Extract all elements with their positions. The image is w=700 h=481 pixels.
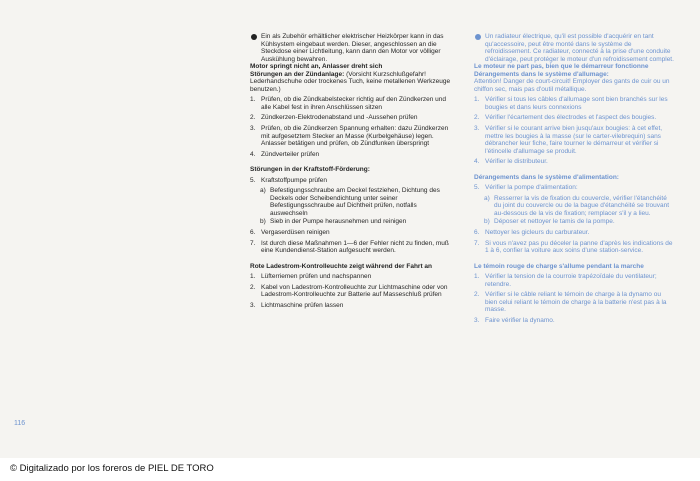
french-ignition-title: Dérangements dans le système d'allumage: <box>474 70 609 78</box>
sub-list-item <box>474 218 674 226</box>
item-number: 1. <box>474 273 480 281</box>
list-item <box>250 229 456 237</box>
french-charge-list <box>474 273 674 324</box>
item-text: Si vous n'avez pas pu déceler la panne d'après les indications de 1 à 6, confier la voiture aux soins d'une station-service. <box>485 239 673 255</box>
german-column <box>250 33 456 312</box>
sub-list-item <box>250 218 456 226</box>
item-number: 5. <box>250 176 256 184</box>
list-item <box>474 273 674 288</box>
list-item <box>474 125 674 155</box>
sub-list-item <box>474 195 674 218</box>
bullet-dot-icon <box>475 34 481 40</box>
item-text: Kraftstoffpumpe prüfen <box>261 176 328 184</box>
list-item <box>474 158 674 166</box>
german-ignition-title <box>250 71 456 94</box>
list-item <box>250 302 456 310</box>
item-number: 2. <box>474 114 480 122</box>
item-text: Kabel von Ladestrom-Kontrolleuchte zur Lichtmaschine oder von Ladestrom-Kontrolleuchte zur Batterie auf Masseschluß prüfen <box>261 283 448 299</box>
german-charge-list <box>250 273 456 309</box>
list-item <box>474 291 674 314</box>
list-item <box>250 151 456 159</box>
item-number: 1. <box>250 273 256 281</box>
item-number: 5. <box>474 184 480 192</box>
sub-list-item <box>250 187 456 217</box>
list-item <box>474 240 674 255</box>
german-ignition-list <box>250 96 456 158</box>
item-letter: a) <box>484 194 490 202</box>
list-item <box>250 96 456 111</box>
french-ignition-list <box>474 96 674 165</box>
french-charge-lamp-title: Le témoin rouge de charge s'allume pendant la marche <box>474 262 644 270</box>
item-text: Sieb in der Pumpe herausnehmen und reinigen <box>270 218 407 226</box>
list-item <box>250 125 456 148</box>
french-intro <box>474 33 674 63</box>
list-item <box>474 317 674 325</box>
german-fuel-title: Störungen in der Kraftstoff-Förderung: <box>250 166 370 174</box>
french-ignition-note: Attention! Danger de court-circuit! Employer des gants de cuir ou un chiffon sec, mais pas d'outil métallique. <box>474 78 670 93</box>
item-text: Vérifier la tension de la courroie trapézoïdale du ventilateur; retendre. <box>485 273 657 288</box>
page-number: 116 <box>14 420 26 427</box>
item-number: 4. <box>474 158 480 166</box>
item-number: 6. <box>474 229 480 237</box>
french-section-engine-title: Le moteur ne part pas, bien que le démarreur fonctionne <box>474 63 649 71</box>
item-number: 3. <box>474 125 480 133</box>
german-intro <box>250 33 456 63</box>
bullet-dot-icon <box>251 34 257 40</box>
german-section-engine-title: Motor springt nicht an, Anlasser dreht sich <box>250 63 383 71</box>
german-charge-lamp-title: Rote Ladestrom-Kontrolleuchte zeigt während der Fahrt an <box>250 262 433 270</box>
german-ignition-heading: Störungen an der Zündanlage: <box>250 70 345 78</box>
item-text: Zündkerzen-Elektrodenabstand und -Aussehen prüfen <box>261 114 418 122</box>
item-text: Lüfterriemen prüfen und nachspannen <box>261 273 372 281</box>
item-number: 6. <box>250 229 256 237</box>
item-text: Ist durch diese Maßnahmen 1—6 der Fehler nicht zu finden, muß eine Kundendienst-Station aufgesucht werden. <box>261 239 449 255</box>
item-number: 1. <box>474 96 480 104</box>
item-text: Lichtmaschine prüfen lassen <box>261 301 344 309</box>
list-item <box>250 273 456 281</box>
french-intro-text: Un radiateur électrique, qu'il est possible d'acquérir en tant qu'accessoire, peut être monté dans le système de refroidissement. Ce radiateur, connecté à la prise d'une conduite d'éclairage, peut protéger le moteur d'un refroidissement complet. <box>485 33 674 63</box>
item-text: Vérifier si le câble reliant le témoin de charge à la dynamo ou bien celui reliant le témoin de charge à la batterie n'est pas à la masse. <box>485 291 667 314</box>
item-text: Nettoyer les gicleurs du carburateur. <box>485 229 590 237</box>
item-number: 3. <box>250 301 256 309</box>
item-number: 2. <box>474 291 480 299</box>
item-text: Vérifier la pompe d'alimentation: <box>485 184 578 192</box>
item-text: Vergaserdüsen reinigen <box>261 229 330 237</box>
french-fuel-list <box>474 184 674 254</box>
item-text: Befestigungsschraube am Deckel festziehen, Dichtung des Deckels oder Scheibendichtung unter seiner Befestigungsschraube auf Dichtheit prüfen, notfalls auswechseln <box>270 187 440 217</box>
item-text: Faire vérifier la dynamo. <box>485 316 555 324</box>
item-text: Vérifier le distributeur. <box>485 158 548 166</box>
french-fuel-title: Dérangements dans le système d'alimentation: <box>474 173 619 181</box>
list-item <box>474 96 674 111</box>
item-letter: a) <box>260 187 266 195</box>
list-item <box>474 229 674 237</box>
item-number: 4. <box>250 150 256 158</box>
german-fuel-list <box>250 177 456 255</box>
list-item <box>250 240 456 255</box>
list-item <box>250 177 456 185</box>
list-item <box>474 114 674 122</box>
list-item <box>250 284 456 299</box>
german-intro-text: Ein als Zubehör erhältlicher elektrischer Heizkörper kann in das Kühlsystem eingebaut werden. Dieser, angeschlossen an die Steckdose einer Lichtleitung, kann dann den Motor vor völliger Auskühlung bewahren. <box>261 33 444 63</box>
item-number: 3. <box>250 125 256 133</box>
item-number: 7. <box>474 239 480 247</box>
item-text: Prüfen, ob die Zündkerzen Spannung erhalten: dazu Zündkerzen mit aufgesetztem Stecker an Masse (Kurbelgehäuse) legen. Anlasser betätigen und prüfen, ob Zündfunken überspringt <box>261 125 449 148</box>
item-number: 7. <box>250 239 256 247</box>
item-text: Resserrer la vis de fixation du couvercle, vérifier l'étanchéité du joint du couvercle ou de la bague d'étanchéité se trouvant au-dessous de la vis de fixation; remplacer s'il y a lieu. <box>494 194 670 217</box>
item-number: 2. <box>250 283 256 291</box>
item-letter: b) <box>260 218 266 226</box>
item-text: Vérifier si tous les câbles d'allumage sont bien branchés sur les bougies et dans leurs connexions <box>485 96 668 111</box>
list-item <box>250 114 456 122</box>
french-column <box>474 33 674 328</box>
german-ignition-note: (Vorsicht Kurzschlußgefahr! Lederhandschuhe oder trockenes Tuch, keine metallenen Werkzeuge benutzen.) <box>250 70 451 93</box>
item-number: 2. <box>250 114 256 122</box>
item-text: Déposer et nettoyer le tamis de la pompe. <box>494 218 615 226</box>
item-letter: b) <box>484 218 490 226</box>
item-text: Vérifier si le courant arrive bien jusqu'aux bougies: à cet effet, mettre les bougies à la masse (sur le carter-vilebrequin) sans débrancher leur fiche, faire tourner le démarreur et vérifier si l'étincelle d'allumage se produit. <box>485 125 663 155</box>
digitization-credit: © Digitalizado por los foreros de PIEL DE TORO <box>10 463 214 474</box>
item-text: Prüfen, ob die Zündkabelstecker richtig auf den Zündkerzen und alle Kabel fest in ihren Anschlüssen sitzen <box>261 96 447 111</box>
item-text: Vérifier l'écartement des électrodes et l'aspect des bougies. <box>485 114 657 122</box>
item-number: 3. <box>474 316 480 324</box>
item-text: Zündverteiler prüfen <box>261 150 320 158</box>
item-number: 1. <box>250 96 256 104</box>
list-item <box>474 184 674 192</box>
